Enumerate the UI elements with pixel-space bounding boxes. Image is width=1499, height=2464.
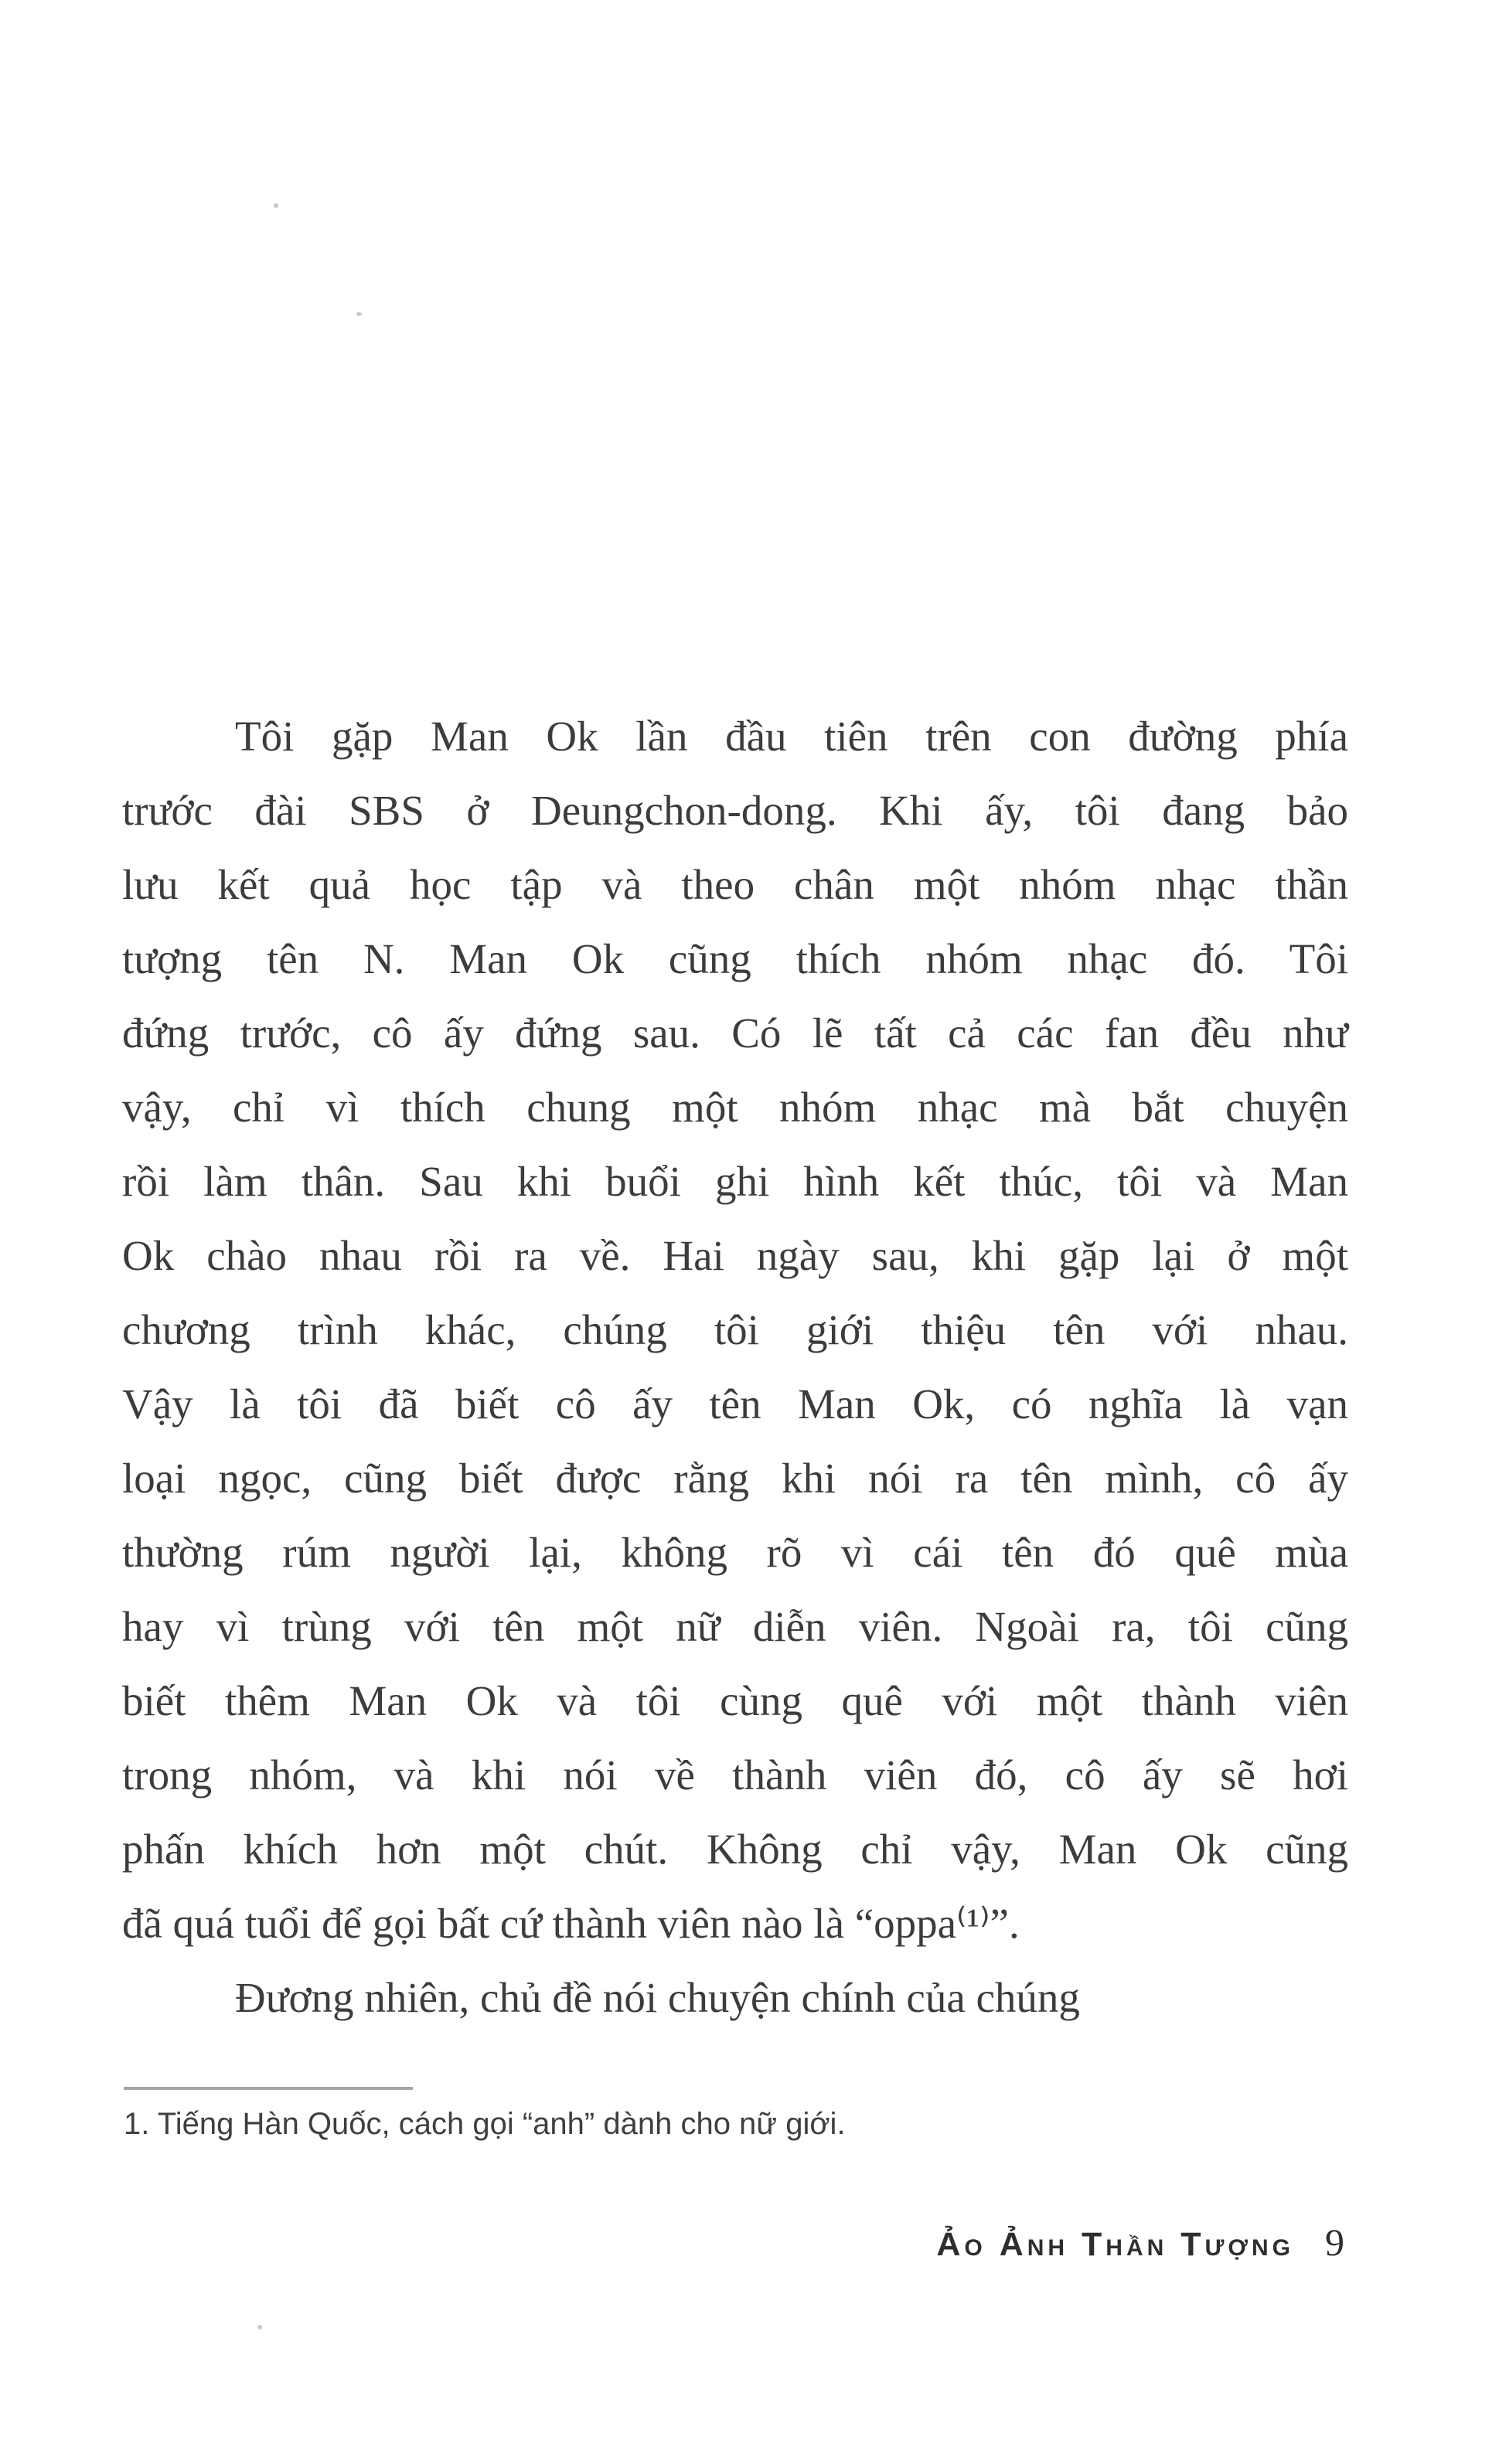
body-text-line: vậy, chỉ vì thích chung một nhóm nhạc mà bắt chuyện — [122, 1084, 1348, 1131]
running-title: Ảo Ảnh Thần Tượng — [936, 2226, 1294, 2263]
body-text-line: lưu kết quả học tập và theo chân một nhóm nhạc thần — [122, 861, 1348, 908]
body-text-line: đứng trước, cô ấy đứng sau. Có lẽ tất cả các fan đều như — [122, 1009, 1348, 1057]
scan-speck — [274, 203, 278, 208]
scan-speck — [257, 2325, 262, 2330]
body-text-line: Ok chào nhau rồi ra về. Hai ngày sau, khi gặp lại ở một — [122, 1232, 1348, 1279]
body-text-line: chương trình khác, chúng tôi giới thiệu tên với nhau. — [122, 1306, 1348, 1353]
body-text-line: Vậy là tôi đã biết cô ấy tên Man Ok, có nghĩa là vạn — [122, 1380, 1348, 1428]
footnote-text: 1. Tiếng Hàn Quốc, cách gọi “anh” dành cho nữ giới. — [124, 2107, 846, 2141]
body-text-line: Tôi gặp Man Ok lần đầu tiên trên con đường phía — [235, 713, 1348, 760]
body-text-line: biết thêm Man Ok và tôi cùng quê với một thành viên — [122, 1677, 1348, 1724]
body-text-block — [122, 699, 1348, 2035]
body-text-line: Đương nhiên, chủ đề nói chuyện chính của chúng — [235, 1974, 1080, 2021]
footnote-divider — [124, 2087, 413, 2090]
body-text-line: tượng tên N. Man Ok cũng thích nhóm nhạc đó. Tôi — [122, 935, 1348, 982]
body-text-line: hay vì trùng với tên một nữ diễn viên. Ngoài ra, tôi cũng — [122, 1603, 1348, 1650]
body-text-line: trong nhóm, và khi nói về thành viên đó, cô ấy sẽ hơi — [122, 1751, 1348, 1799]
page-number: 9 — [1325, 2221, 1344, 2264]
body-text-line: loại ngọc, cũng biết được rằng khi nói ra tên mình, cô ấy — [122, 1455, 1348, 1502]
body-text-line: thường rúm người lại, không rõ vì cái tên đó quê mùa — [122, 1529, 1348, 1576]
page-footer — [936, 2220, 1344, 2265]
body-text-line: phấn khích hơn một chút. Không chỉ vậy, Man Ok cũng — [122, 1826, 1348, 1873]
body-text-line: trước đài SBS ở Deungchon-dong. Khi ấy, tôi đang bảo — [122, 787, 1348, 834]
body-text-line: rồi làm thân. Sau khi buổi ghi hình kết thúc, tôi và Man — [122, 1158, 1348, 1205]
body-text-line: đã quá tuổi để gọi bất cứ thành viên nào là “oppa⁽¹⁾”. — [122, 1900, 1020, 1947]
scan-speck — [356, 312, 362, 316]
